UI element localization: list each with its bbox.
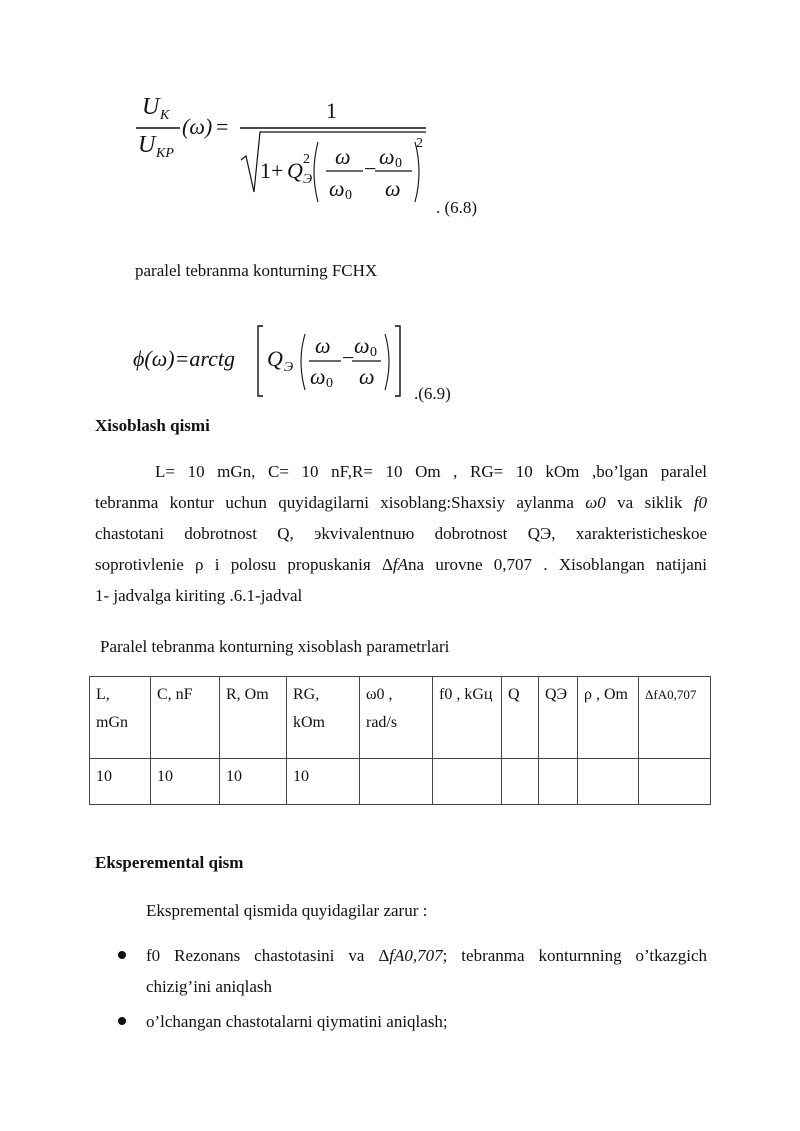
th-qe: QЭ <box>539 677 578 759</box>
table-row <box>90 759 711 805</box>
bullet-dot-2 <box>118 1017 126 1025</box>
bullet-1-text-b: ; tebranma konturnning o’tkazgich <box>442 946 707 965</box>
omega-num-3: ω <box>315 333 331 358</box>
fchx-line: paralel tebranma konturning FCHX <box>135 261 378 280</box>
th-rg: RG, kOm <box>287 677 360 759</box>
table-header-row <box>90 677 711 759</box>
bullet-2: o’lchangan chastotalarni qiymatini aniqlash; <box>146 1012 448 1031</box>
section-heading-calculation: Xisoblash qismi <box>95 416 210 435</box>
para-line-4-text-b: na urovne 0,707 . Xisoblangan natijani <box>408 555 708 574</box>
bullet-dot-1 <box>118 951 126 959</box>
u-k-sub: K <box>160 108 170 123</box>
td-rg: 10 <box>287 759 360 805</box>
omega0-den-1: ω <box>329 176 345 201</box>
td-rho <box>578 759 639 805</box>
omega-den-2: ω <box>385 176 401 201</box>
formula-6-9 <box>133 320 473 405</box>
th-omega0: ω0 , rad/s <box>360 677 433 759</box>
para-line-2-text-a: tebranma kontur uchun quyidagilarni xisoblang:Shaxsiy aylanma <box>95 493 586 512</box>
omega0-den-3: ω <box>310 364 326 389</box>
omega0-inline: ω0 <box>585 493 606 512</box>
u-kp-sub: KP <box>156 146 174 161</box>
para-line-5: 1- jadvalga kiriting .6.1-jadval <box>95 586 303 605</box>
numerator-one: 1 <box>326 98 337 123</box>
q-sub: Э <box>303 172 313 187</box>
lhs-arg: (ω) <box>182 114 213 139</box>
section-heading-experimental: Eksperemental qism <box>95 853 244 872</box>
phi-arctg: ϕ(ω)=arctg <box>133 346 236 371</box>
f0-inline: f0 <box>693 493 707 512</box>
td-l: 10 <box>90 759 151 805</box>
para-line-4-text-a: soprotivlenie ρ i polosu propuskaniя Δ <box>95 555 393 574</box>
th-rho: ρ , Om <box>578 677 639 759</box>
zero-sub-4: 0 <box>370 345 377 360</box>
th-l: L, mGn <box>90 677 151 759</box>
th-dfa: ΔfA0,707 <box>639 677 711 759</box>
td-c: 10 <box>151 759 220 805</box>
para-line-2-text-b: va siklik <box>605 493 694 512</box>
parameters-table <box>89 676 711 805</box>
eq-label-6-9: .(6.9) <box>414 384 451 403</box>
para-line-3: chastotani dobrotnost Q, эkvivalentnuю dobrotnost QЭ, xarakteristicheskoe <box>95 524 707 543</box>
equals-sign: = <box>216 114 229 139</box>
omega-num-1: ω <box>335 144 351 169</box>
one-plus: 1+ <box>260 158 284 183</box>
bullet-1-line-2: chizig’ini aniqlash <box>146 977 273 996</box>
bullet-1-line-1 <box>146 940 707 971</box>
square-exp: 2 <box>416 136 423 151</box>
fa-inline: fA <box>392 555 409 574</box>
td-dfa <box>639 759 711 805</box>
experimental-intro: Ekspremental qismida quyidagilar zarur : <box>146 901 428 920</box>
para-line-2 <box>95 487 707 518</box>
para-line-1: L= 10 mGn, C= 10 nF,R= 10 Om , RG= 10 kOm ,bo’lgan paralel <box>155 462 707 481</box>
eq-label-6-8: . (6.8) <box>436 198 478 217</box>
zero-sub-3: 0 <box>326 376 333 391</box>
para-line-4 <box>95 549 707 580</box>
th-f0: f0 , kGц <box>433 677 502 759</box>
td-f0 <box>433 759 502 805</box>
q-sup: 2 <box>303 152 310 167</box>
zero-sub-1: 0 <box>345 188 352 203</box>
th-r: R, Om <box>220 677 287 759</box>
td-r: 10 <box>220 759 287 805</box>
omega0-num-4: ω <box>354 333 370 358</box>
th-q: Q <box>502 677 539 759</box>
th-c: C, nF <box>151 677 220 759</box>
u-kp: U <box>138 132 156 158</box>
u-k: U <box>142 94 160 120</box>
td-qe <box>539 759 578 805</box>
td-omega0 <box>360 759 433 805</box>
bullet-1-text-a: f0 Rezonans chastotasini va Δ <box>146 946 390 965</box>
formula-6-8 <box>130 92 510 222</box>
table-caption: Paralel tebranma konturning xisoblash parametrlari <box>100 637 450 656</box>
minus-sign: − <box>364 156 377 181</box>
fa0707-inline: fA0,707 <box>389 946 443 965</box>
omega-den-4: ω <box>359 364 375 389</box>
q-sub-2: Э <box>284 360 294 375</box>
zero-sub-2: 0 <box>395 156 402 171</box>
minus-sign-2: − <box>342 345 355 370</box>
omega0-num-2: ω <box>379 144 395 169</box>
q-symbol: Q <box>287 158 303 183</box>
td-q <box>502 759 539 805</box>
q-symbol-2: Q <box>267 346 283 371</box>
